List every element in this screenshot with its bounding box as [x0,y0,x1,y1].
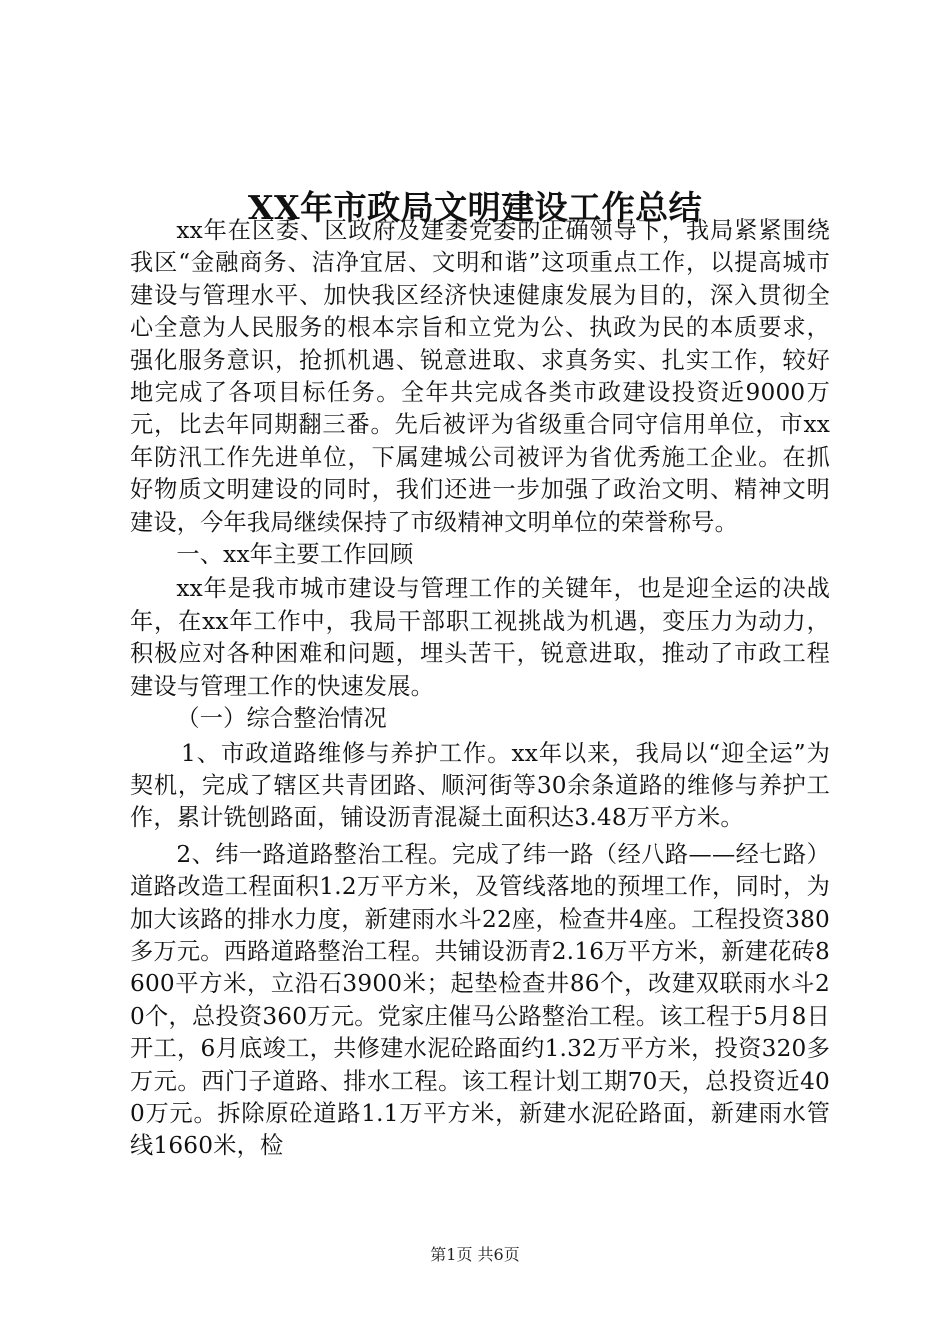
paragraph-intro: xx年在区委、区政府及建委党委的正确领导下，我局紧紧围绕我区“金融商务、洁净宜居、文明和谐”这项重点工作，以提高城市建设与管理水平、加快我区经济快速健康发展为目的，深入贯彻全心全意为人民服务的根本宗旨和立党为公、执政为民的本质要求，强化服务意识，抢抓机遇、锐意进取、求真务实、扎实工作，较好地完成了各项目标任务。全年共完成各类市政建设投资近9000万元，比去年同期翻三番。先后被评为省级重合同守信用单位，市xx年防汛工作先进单位，下属建城公司被评为省优秀施工企业。在抓好物质文明建设的同时，我们还进一步加强了政治文明、精神文明建设，今年我局继续保持了市级精神文明单位的荣誉称号。 [130,217,830,536]
subsection-heading-comprehensive: （一）综合整治情况 [176,705,387,733]
document-body [130,215,830,1163]
paragraph-review: xx年是我市城市建设与管理工作的关键年，也是迎全运的决战年，在xx年工作中，我局干部职工视挑战为机遇，变压力为动力，积极应对各种困难和问题，埋头苦干，锐意进取，推动了市政工程建设与管理工作的快速发展。 [130,575,830,700]
paragraph-road-renovation: 2、纬一路道路整治工程。完成了纬一路（经八路——经七路）道路改造工程面积1.2万平方米，及管线落地的预埋工作，同时，为加大该路的排水力度，新建雨水斗22座，检查井4座。工程投资380多万元。西路道路整治工程。共铺设沥青2.16万平方米，新建花砖8600平方米，立沿石3900米；起垫检查井86个，改建双联雨水斗20个，总投资360万元。党家庄催马公路整治工程。该工程于5月8日开工，6月底竣工，共修建水泥砼路面约1.32万平方米，投资320多万元。西门子道路、排水工程。该工程计划工期70天，总投资近400万元。拆除原砼道路1.1万平方米，新建水泥砼路面，新建雨水管线1660米，检 [130,840,830,1160]
section-heading-review: 一、xx年主要工作回顾 [176,541,414,569]
document-title: XX年市政局文明建设工作总结 [247,188,703,227]
paragraph-road-maintenance: 1、市政道路维修与养护工作。xx年以来，我局以“迎全运”为契机，完成了辖区共青团路、顺河街等30余条道路的维修与养护工作，累计铣刨路面，铺设沥青混凝土面积达3.48万平方米。 [130,739,830,832]
page-footer: 第1页 共6页 [430,1245,520,1264]
